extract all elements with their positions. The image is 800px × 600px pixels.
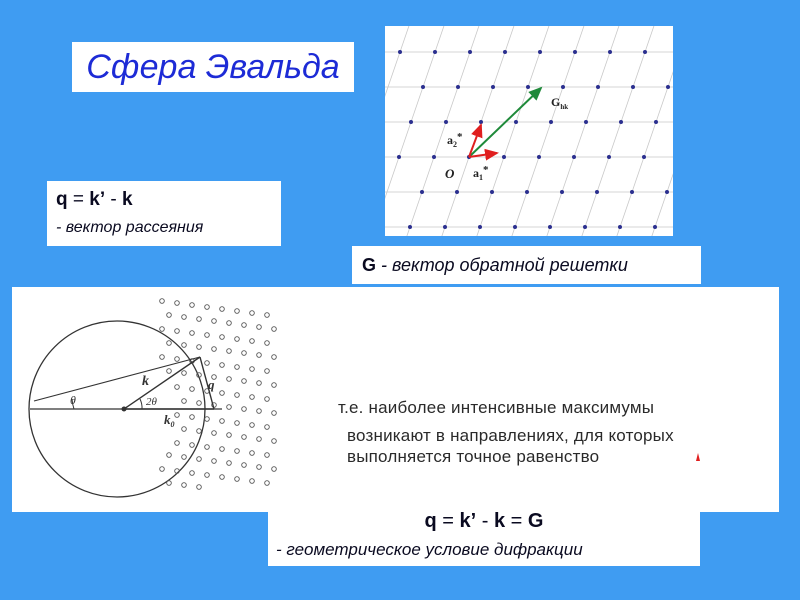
scatter-point [250,367,255,372]
scatter-point [205,333,210,338]
lattice-point [665,190,669,194]
lattice-point [513,225,517,229]
scan-text-line2: возникают в направлениях, для которых [347,426,674,445]
G-symbol: G [362,254,377,275]
scatter-point [212,459,217,464]
lattice-grid-lines [385,26,673,236]
lattice-point [608,50,612,54]
scatter-point [167,341,172,346]
scatter-point [242,463,247,468]
scatter-point [220,363,225,368]
scatter-point [182,343,187,348]
scatter-point [220,335,225,340]
scatter-point [235,309,240,314]
scatter-point [197,429,202,434]
lattice-point [456,85,460,89]
scatter-point [227,349,232,354]
scatter-point [190,387,195,392]
lattice-point [421,85,425,89]
scatter-point [272,327,277,332]
lattice-column-line [526,26,622,236]
scatter-point [272,355,277,360]
scatter-points [160,299,277,490]
lattice-point [548,225,552,229]
scatter-point [205,417,210,422]
scatter-point [220,391,225,396]
lattice-point [525,190,529,194]
two-theta-arc [140,399,142,409]
scatter-point [227,377,232,382]
scatter-point [205,473,210,478]
scatter-point [212,319,217,324]
scatter-point [242,379,247,384]
lattice-point [468,50,472,54]
scatter-point [175,301,180,306]
ewald-sphere-panel [12,287,779,512]
scan-text-line1: т.е. наиболее интенсивные максимумы [338,398,655,417]
scatter-point [250,339,255,344]
lattice-point [479,120,483,124]
red-mark [696,453,700,461]
vector-k [124,357,200,409]
label-k: k [142,374,149,389]
scatter-point [182,455,187,460]
scatter-point [265,369,270,374]
scan-text-line3: выполняется точное равенство [347,447,600,466]
lattice-column-line [421,26,517,236]
lattice-column-line [385,26,447,236]
scatter-point [197,345,202,350]
lattice-point [432,155,436,159]
scatter-point [167,453,172,458]
scatter-point [250,479,255,484]
lattice-column-line [491,26,587,236]
lattice-point [549,120,553,124]
scattering-caption: - вектор рассеяния [56,219,204,236]
scatter-point [205,361,210,366]
label-k0: $k_0$ [164,412,175,429]
lattice-point [560,190,564,194]
lattice-point [537,155,541,159]
scatter-point [265,397,270,402]
scatter-point [257,325,262,330]
lattice-point [607,155,611,159]
scatter-point [167,481,172,486]
scatter-point [257,465,262,470]
lattice-point [491,85,495,89]
scatter-point [235,365,240,370]
scatter-point [160,355,165,360]
lattice-point [408,225,412,229]
scattering-vector-box [47,181,281,246]
scatter-point [190,415,195,420]
scatter-point [167,313,172,318]
lattice-point [526,85,530,89]
scatter-point [205,305,210,310]
scatter-point [227,405,232,410]
lattice-svg [385,26,673,236]
lattice-point [572,155,576,159]
label-2theta: 2θ [146,396,157,408]
slide-title: Сфера Эвальда [86,47,340,86]
lattice-point [398,50,402,54]
scatter-point [175,385,180,390]
scatter-point [235,337,240,342]
reciprocal-vector-label [352,246,701,284]
scatter-point [160,467,165,472]
lattice-point [490,190,494,194]
lattice-point [596,85,600,89]
scatter-point [257,437,262,442]
scatter-point [175,441,180,446]
scatter-point [182,483,187,488]
scatter-point [182,427,187,432]
lattice-column-line [561,26,657,236]
label-q: q [208,377,215,392]
scatter-point [220,307,225,312]
label-a1: $a_1*$ [473,164,489,182]
scatter-point [265,341,270,346]
lattice-point [420,190,424,194]
scatter-point [235,449,240,454]
lattice-point [455,190,459,194]
scatter-point [227,433,232,438]
scatter-point [227,461,232,466]
scatter-point [197,401,202,406]
lattice-point [561,85,565,89]
lattice-point [433,50,437,54]
scatter-point [250,451,255,456]
scatter-point [190,331,195,336]
scatter-point [242,435,247,440]
scatter-point [235,393,240,398]
scattering-formula: q = k’ - k [56,189,133,210]
lattice-point [595,190,599,194]
label-a2: $a_2*$ [447,131,463,149]
scatter-point [265,313,270,318]
scatter-point [257,381,262,386]
scatter-point [272,467,277,472]
lattice-column-line [666,26,673,236]
lattice-column-line [596,26,673,236]
lattice-point [478,225,482,229]
scatter-point [265,481,270,486]
scatter-point [235,477,240,482]
scatter-point [220,475,225,480]
scatter-point [257,353,262,358]
scatter-point [242,407,247,412]
scatter-point [197,457,202,462]
lattice-point [666,85,670,89]
label-origin: O [445,166,455,181]
label-Ghk: $G_{hk}$ [551,95,569,111]
lattice-point [630,190,634,194]
scatter-point [182,315,187,320]
diffraction-caption: - геометрическое условие дифракции [276,540,583,559]
lattice-point [642,155,646,159]
scatter-point [272,439,277,444]
lattice-point [503,50,507,54]
lattice-point [573,50,577,54]
incident-line [34,357,200,401]
lattice-point [631,85,635,89]
lattice-point [653,225,657,229]
lattice-point [397,155,401,159]
scatter-point [175,329,180,334]
lattice-point [583,225,587,229]
lattice-column-line [631,26,673,236]
scatter-point [182,399,187,404]
lattice-point [409,120,413,124]
scatter-point [212,347,217,352]
scatter-point [220,447,225,452]
lattice-point [584,120,588,124]
lattice-column-line [386,26,482,236]
scatter-point [190,443,195,448]
scatter-point [265,453,270,458]
scatter-point [197,485,202,490]
scatter-point [220,419,225,424]
scatter-point [182,371,187,376]
scatter-point [175,357,180,362]
lattice-points [397,50,670,229]
scatter-point [227,321,232,326]
scatter-point [167,369,172,374]
lattice-point [443,225,447,229]
lattice-point [619,120,623,124]
scatter-point [212,431,217,436]
scatter-point [197,317,202,322]
lattice-point [514,120,518,124]
title-box [72,42,354,92]
label-theta: θ [70,393,76,407]
diffraction-formula: q = k’ - k = G [424,510,544,532]
scatter-point [265,425,270,430]
lattice-point [538,50,542,54]
lattice-column-line [456,26,552,236]
scatter-point [190,303,195,308]
scatter-point [250,395,255,400]
scatter-point [205,445,210,450]
diffraction-condition-box [268,502,700,566]
lattice-point [444,120,448,124]
scatter-point [235,421,240,426]
scatter-point [242,351,247,356]
scatter-point [257,409,262,414]
scatter-point [272,411,277,416]
lattice-point [643,50,647,54]
scatter-point [242,323,247,328]
reciprocal-lattice-figure [385,26,673,236]
scatter-point [272,383,277,388]
scatter-point [160,299,165,304]
lattice-point [502,155,506,159]
scatter-point [250,311,255,316]
scatter-point [175,413,180,418]
lattice-point [618,225,622,229]
lattice-point [654,120,658,124]
scatter-point [190,471,195,476]
reciprocal-caption: - вектор обратной решетки [376,254,628,275]
scatter-point [250,423,255,428]
scatter-point [160,327,165,332]
